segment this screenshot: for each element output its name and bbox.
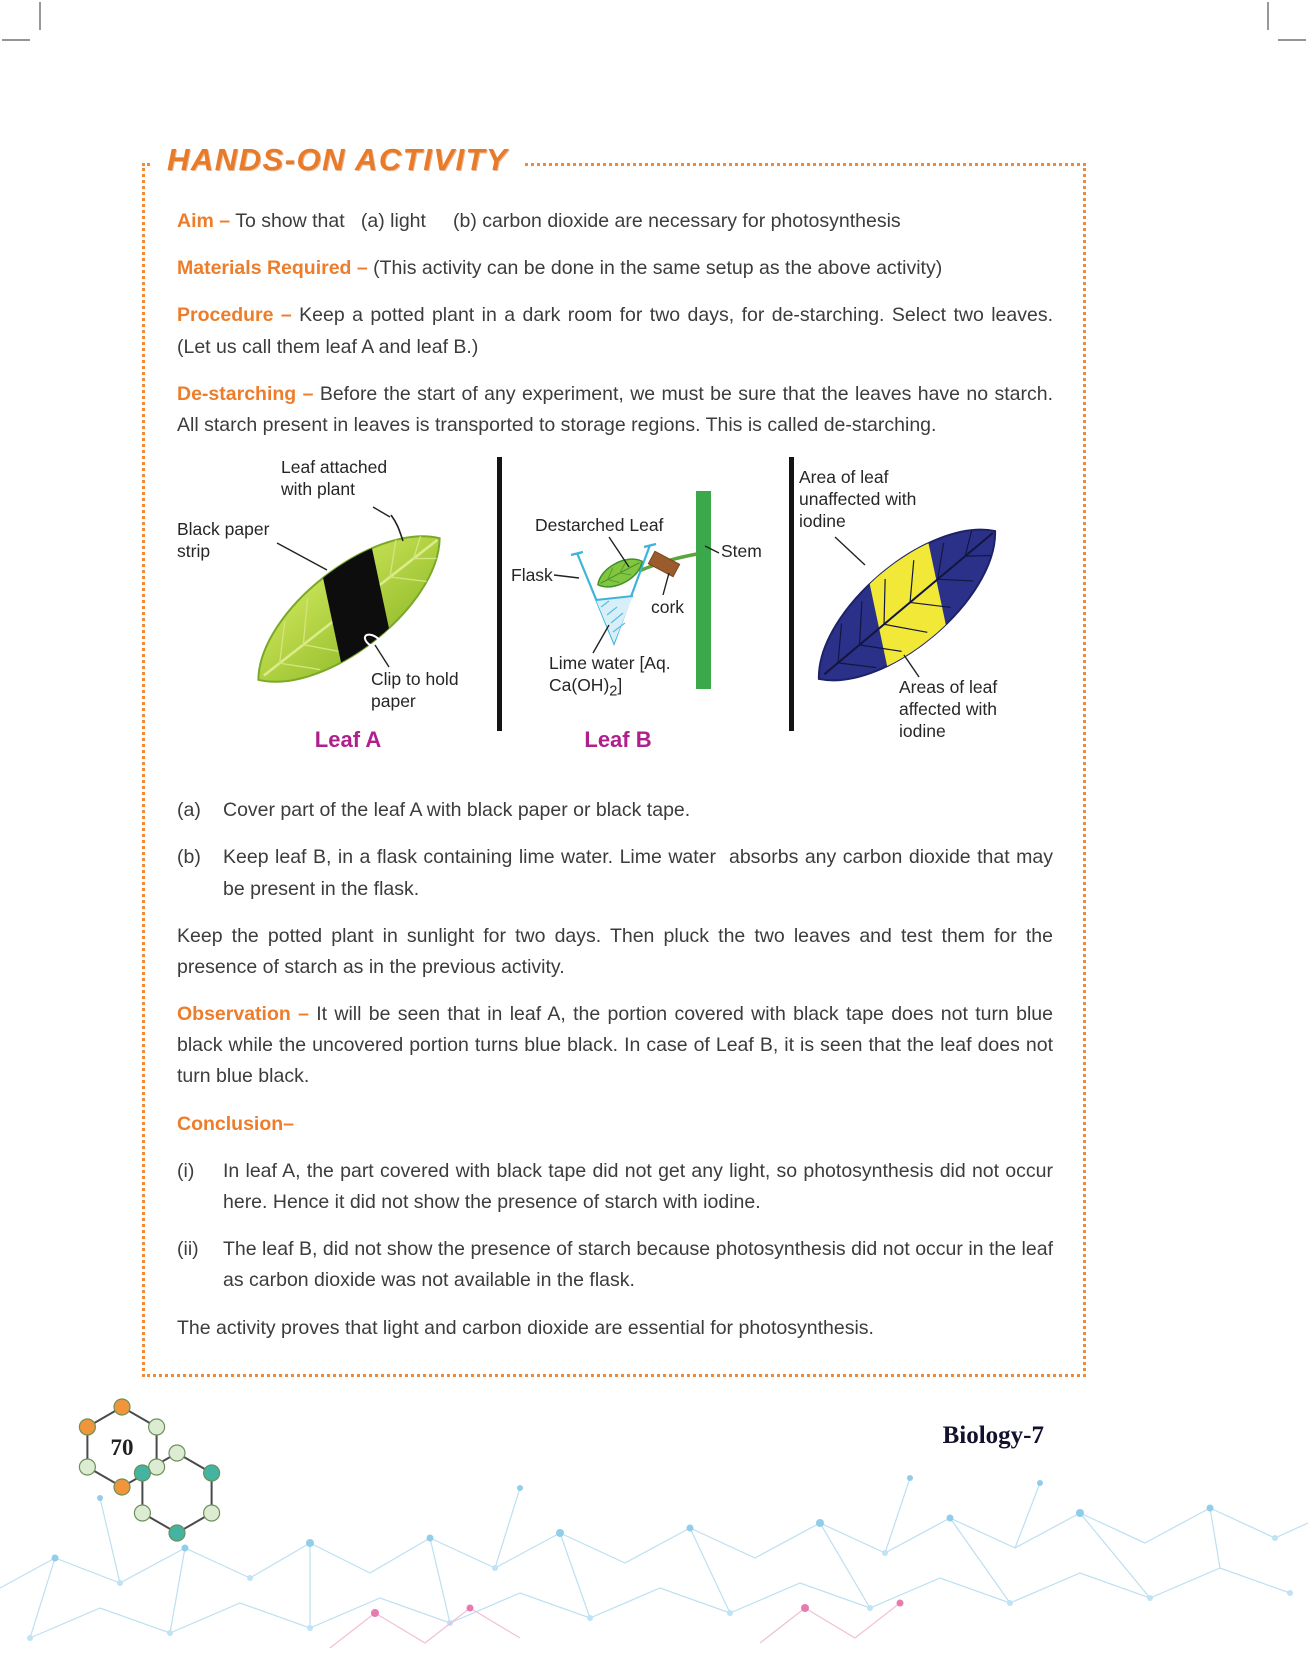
materials-text: (This activity can be done in the same setup as the above activity) bbox=[373, 257, 943, 280]
page-number: 70 bbox=[110, 1435, 134, 1460]
conclusion-point-i bbox=[177, 1156, 1053, 1218]
closing-paragraph: The activity proves that light and carbon dioxide are essential for photosynthesis. bbox=[177, 1316, 874, 1339]
conclusion-heading bbox=[177, 1109, 1053, 1140]
materials-label: Materials Required – bbox=[177, 257, 368, 280]
lime-water-label bbox=[549, 653, 719, 701]
book-title: Biology-7 bbox=[942, 1422, 1044, 1449]
page-number-hexagons bbox=[62, 1395, 242, 1560]
procedure-paragraph bbox=[177, 300, 1053, 362]
leaf-b-caption: Leaf B bbox=[584, 727, 652, 753]
panel-divider-1 bbox=[497, 457, 502, 731]
affected-area-label: Areas of leaf affected with iodine bbox=[899, 677, 998, 741]
crop-marks bbox=[0, 0, 1308, 60]
lime-water-subscript: 2 bbox=[609, 683, 618, 700]
black-paper-label: Black paper strip bbox=[177, 519, 270, 561]
aim-text: To show that (a) light (b) carbon dioxide are necessary for photosynthesis bbox=[235, 210, 901, 232]
step-a bbox=[177, 795, 1053, 826]
materials-paragraph bbox=[177, 253, 1053, 284]
activity-box bbox=[142, 142, 1086, 1377]
activity-title: HANDS-ON ACTIVITY bbox=[153, 142, 522, 178]
conclusion-label: Conclusion– bbox=[177, 1112, 295, 1135]
conclusion-i-text: In leaf A, the part covered with black tape did not get any light, so photosynthesis did not occur here. Hence it did not show the presence of starch with iodine. bbox=[223, 1159, 1053, 1213]
leaf-a-stem-shape bbox=[391, 515, 403, 541]
step-b-text: Keep leaf B, in a flask containing lime water. Lime water absorbs any carbon dioxide that may be present in the flask. bbox=[223, 846, 1053, 900]
observation-label: Observation – bbox=[177, 1003, 309, 1026]
conclusion-point-ii bbox=[177, 1234, 1053, 1296]
destarched-leaf-label: Destarched Leaf bbox=[535, 515, 664, 536]
procedure-text: Keep a potted plant in a dark room for two days, for de-starching. Select two leaves. (Let us call them leaf A and leaf B.) bbox=[177, 304, 1053, 358]
leaf-attached-label: Leaf attached with plant bbox=[281, 457, 388, 499]
cork-label: cork bbox=[651, 597, 685, 618]
cork-shape bbox=[648, 551, 679, 577]
step-b-marker: (b) bbox=[177, 846, 201, 869]
aim-paragraph bbox=[177, 206, 1053, 237]
observation-paragraph bbox=[177, 999, 1053, 1093]
aim-label: Aim – bbox=[177, 210, 231, 232]
destarching-label: De-starching – bbox=[177, 382, 314, 405]
conclusion-i-marker: (i) bbox=[177, 1159, 195, 1182]
step-b bbox=[177, 842, 1053, 904]
clip-label: Clip to hold paper bbox=[371, 669, 459, 711]
step-a-text: Cover part of the leaf A with black paper or black tape. bbox=[223, 799, 691, 822]
procedure-label: Procedure – bbox=[177, 304, 292, 327]
step-a-marker: (a) bbox=[177, 799, 201, 822]
unaffected-area-label: Area of leaf unaffected with iodine bbox=[799, 467, 917, 531]
lime-water-line1: Lime water [Aq. bbox=[549, 653, 671, 674]
observation-text: It will be seen that in leaf A, the portion covered with black tape does not turn blue black while the uncovered portion turns blue black. In case of Leaf B, it is seen that the leaf does not turn blue black. bbox=[177, 1003, 1053, 1088]
stem-label: Stem bbox=[721, 541, 762, 562]
lime-water-bracket: ] bbox=[617, 675, 623, 695]
conclusion-ii-marker: (ii) bbox=[177, 1238, 199, 1261]
sunlight-paragraph: Keep the potted plant in sunlight for two days. Then pluck the two leaves and test them for the presence of starch as in the previous activity. bbox=[177, 924, 1053, 978]
leaf-a-caption: Leaf A bbox=[314, 727, 382, 753]
flask-label: Flask bbox=[511, 565, 553, 586]
lime-water-line2: Ca(OH) bbox=[549, 675, 610, 695]
panel-divider-2 bbox=[789, 457, 794, 731]
experiment-figure bbox=[177, 457, 1053, 773]
destarching-paragraph bbox=[177, 379, 1053, 441]
conclusion-ii-text: The leaf B, did not show the presence of starch because photosynthesis did not occur in the leaf as carbon dioxide was not available in the flask. bbox=[223, 1238, 1053, 1292]
destarching-text: Before the start of any experiment, we must be sure that the leaves have no starch. All starch present in leaves is transported to storage regions. This is called de-starching. bbox=[177, 382, 1054, 436]
